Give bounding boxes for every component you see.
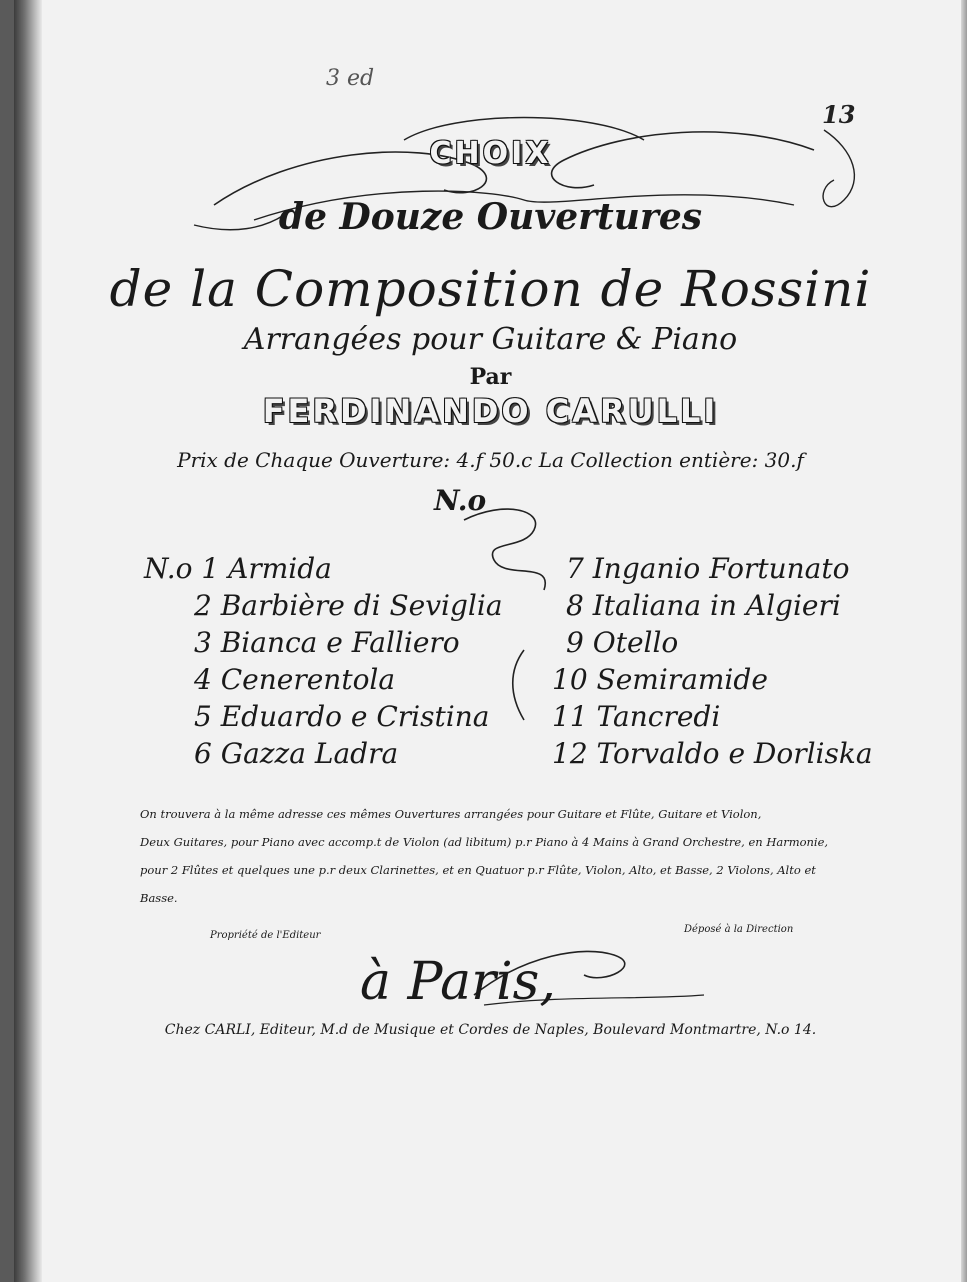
overture-list-left bbox=[144, 550, 524, 772]
number-label: N.o bbox=[434, 484, 487, 517]
list-item: 8 Italiana in Algieri bbox=[566, 589, 841, 622]
list-item: 4 Cenerentola bbox=[194, 663, 396, 696]
page-edge bbox=[961, 0, 967, 1282]
composer-name: FERDINANDO CARULLI bbox=[262, 392, 719, 430]
page-number: 13 bbox=[822, 100, 856, 129]
notice-line: On trouvera à la même adresse ces mêmes Ouvertures arrangées pour Guitare et Flûte, Guitare et Violon, bbox=[140, 807, 762, 821]
list-item: 7 Inganio Fortunato bbox=[566, 552, 850, 585]
title-composition: de la Composition de Rossini bbox=[109, 260, 872, 318]
title-arrangees: Arrangées pour Guitare & Piano bbox=[243, 322, 738, 357]
depose-direction: Déposé à la Direction bbox=[684, 924, 794, 935]
notice-text bbox=[140, 800, 880, 912]
list-item: 2 Barbière di Seviglia bbox=[194, 589, 503, 622]
list-item: N.o 1 Armida bbox=[144, 552, 332, 585]
list-item: 11 Tancredi bbox=[552, 700, 721, 733]
publisher-address: Chez CARLI, Editeur, M.d de Musique et Cordes de Naples, Boulevard Montmartre, N.o 14. bbox=[164, 1022, 817, 1038]
overture-list-right bbox=[552, 550, 892, 772]
title-par: Par bbox=[469, 364, 512, 390]
notice-line: pour 2 Flûtes et quelques une p.r deux Clarinettes, et en Quatuor p.r Flûte, Violon, Alto, et Basse, 2 Violons, Alto et bbox=[140, 863, 816, 877]
price-line: Prix de Chaque Ouverture: 4.f 50.c La Collection entière: 30.f bbox=[177, 448, 804, 472]
binding-edge bbox=[14, 0, 42, 1282]
a-paris: à Paris, bbox=[360, 952, 556, 1012]
notice-line: Deux Guitares, pour Piano avec accomp.t de Violon (ad libitum) p.r Piano à 4 Mains à Grand Orchestre, en Harmonie, bbox=[140, 835, 829, 849]
notice-line: Basse. bbox=[140, 891, 178, 905]
list-item: 6 Gazza Ladra bbox=[194, 737, 399, 770]
list-item: 3 Bianca e Falliero bbox=[194, 626, 460, 659]
title-douze-ouvertures: de Douze Ouvertures bbox=[278, 196, 703, 238]
title-choix: CHOIX bbox=[429, 136, 552, 171]
shelf-mark: 3 ed bbox=[326, 66, 375, 91]
title-page bbox=[14, 0, 967, 1282]
list-item: 9 Otello bbox=[566, 626, 679, 659]
propriete-editeur: Propriété de l'Editeur bbox=[210, 930, 321, 941]
list-item: 12 Torvaldo e Dorliska bbox=[552, 737, 873, 770]
list-item: 10 Semiramide bbox=[552, 663, 768, 696]
list-item: 5 Eduardo e Cristina bbox=[194, 700, 490, 733]
